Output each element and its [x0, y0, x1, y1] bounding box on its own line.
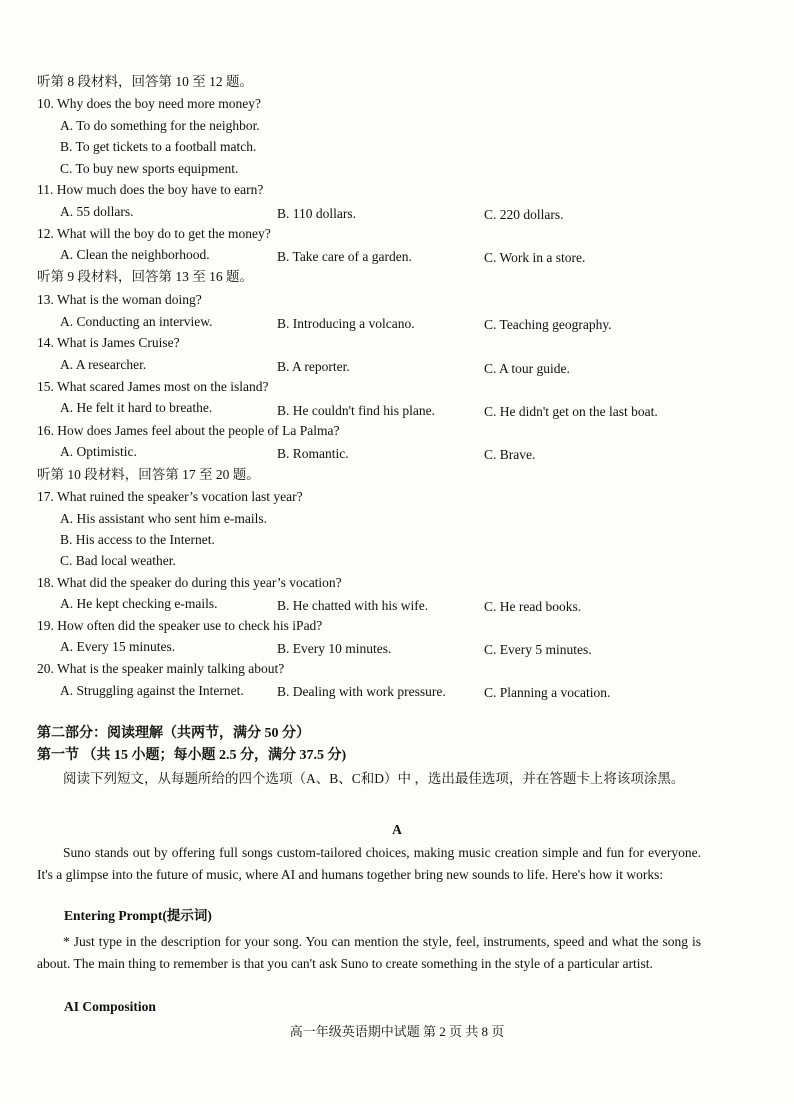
question-20-option-c: C. Planning a vocation.: [484, 685, 611, 700]
question-14-stem: 14. What is James Cruise?: [37, 335, 180, 350]
question-17-stem: 17. What ruined the speaker’s vocation last year?: [37, 489, 303, 504]
question-10-stem: 10. Why does the boy need more money?: [37, 96, 261, 111]
question-11-option-b: B. 110 dollars.: [277, 206, 356, 221]
question-20-option-a: A. Struggling against the Internet.: [60, 683, 244, 698]
question-17-option-a: A. His assistant who sent him e-mails.: [60, 511, 267, 526]
question-16-option-a: A. Optimistic.: [60, 444, 137, 459]
section-one-title: 第一节 （共 15 小题；每小题 2.5 分，满分 37.5 分): [37, 748, 347, 763]
question-10-option-b: B. To get tickets to a football match.: [60, 139, 257, 154]
question-19-option-a: A. Every 15 minutes.: [60, 639, 176, 654]
part-two-title: 第二部分：阅读理解（共两节，满分 50 分）: [37, 726, 310, 741]
question-13-option-b: B. Introducing a volcano.: [277, 316, 415, 331]
section-intro-10: 听第 10 段材料，回答第 17 至 20 题。: [37, 467, 260, 482]
section-intro-8: 听第 8 段材料，回答第 10 至 12 题。: [37, 74, 253, 89]
question-20-option-b: B. Dealing with work pressure.: [277, 684, 446, 699]
heading-entering-prompt: Entering Prompt(提示词): [64, 908, 212, 923]
question-10-option-c: C. To buy new sports equipment.: [60, 161, 239, 176]
passage-label: A: [392, 822, 402, 837]
question-18-option-a: A. He kept checking e-mails.: [60, 596, 218, 611]
question-17-option-c: C. Bad local weather.: [60, 553, 176, 568]
question-19-option-c: C. Every 5 minutes.: [484, 642, 592, 657]
question-16-option-c: C. Brave.: [484, 447, 536, 462]
question-13-option-a: A. Conducting an interview.: [60, 314, 213, 329]
question-10-option-a: A. To do something for the neighbor.: [60, 118, 260, 133]
question-16-option-b: B. Romantic.: [277, 446, 349, 461]
section-intro-9: 听第 9 段材料，回答第 13 至 16 题。: [37, 269, 253, 284]
question-19-stem: 19. How often did the speaker use to check his iPad?: [37, 618, 323, 633]
question-14-option-c: C. A tour guide.: [484, 361, 570, 376]
question-18-option-c: C. He read books.: [484, 599, 582, 614]
question-11-option-c: C. 220 dollars.: [484, 207, 564, 222]
heading-ai-composition: AI Composition: [64, 999, 156, 1014]
question-13-option-c: C. Teaching geography.: [484, 317, 612, 332]
question-12-option-c: C. Work in a store.: [484, 250, 586, 265]
question-15-stem: 15. What scared James most on the island?: [37, 379, 269, 394]
question-14-option-a: A. A researcher.: [60, 357, 147, 372]
passage-paragraph-2: * Just type in the description for your song. You can mention the style, feel, instruments, speed and what the song is about. The main thing to remember is that you can't ask Suno to create something in the style of a particular artist.: [37, 934, 701, 971]
question-13-stem: 13. What is the woman doing?: [37, 292, 202, 307]
question-12-option-a: A. Clean the neighborhood.: [60, 247, 210, 262]
question-12-stem: 12. What will the boy do to get the money?: [37, 226, 271, 241]
question-11-option-a: A. 55 dollars.: [60, 204, 134, 219]
question-15-option-b: B. He couldn't find his plane.: [277, 403, 436, 418]
page-footer: 高一年级英语期中试题 第 2 页 共 8 页: [289, 1024, 505, 1039]
question-15-option-a: A. He felt it hard to breathe.: [60, 400, 213, 415]
question-18-option-b: B. He chatted with his wife.: [277, 598, 429, 613]
question-18-stem: 18. What did the speaker do during this year’s vocation?: [37, 575, 342, 590]
question-12-option-b: B. Take care of a garden.: [277, 249, 412, 264]
question-19-option-b: B. Every 10 minutes.: [277, 641, 392, 656]
passage-paragraph-1: Suno stands out by offering full songs custom-tailored choices, making music creation simple and fun for everyone. It's a glimpse into the future of music, where AI and humans together bring new sounds to life. Here's how it works:: [37, 845, 701, 882]
question-14-option-b: B. A reporter.: [277, 359, 350, 374]
reading-instruction: 阅读下列短文，从每题所给的四个选项（A、B、C和D）中 ，选出最佳选项，并在答题卡上将该项涂黑。: [63, 771, 685, 786]
question-15-option-c: C. He didn't get on the last boat.: [484, 404, 658, 419]
question-16-stem: 16. How does James feel about the people of La Palma?: [37, 423, 340, 438]
question-11-stem: 11. How much does the boy have to earn?: [37, 182, 264, 197]
question-17-option-b: B. His access to the Internet.: [60, 532, 215, 547]
question-20-stem: 20. What is the speaker mainly talking about?: [37, 661, 285, 676]
